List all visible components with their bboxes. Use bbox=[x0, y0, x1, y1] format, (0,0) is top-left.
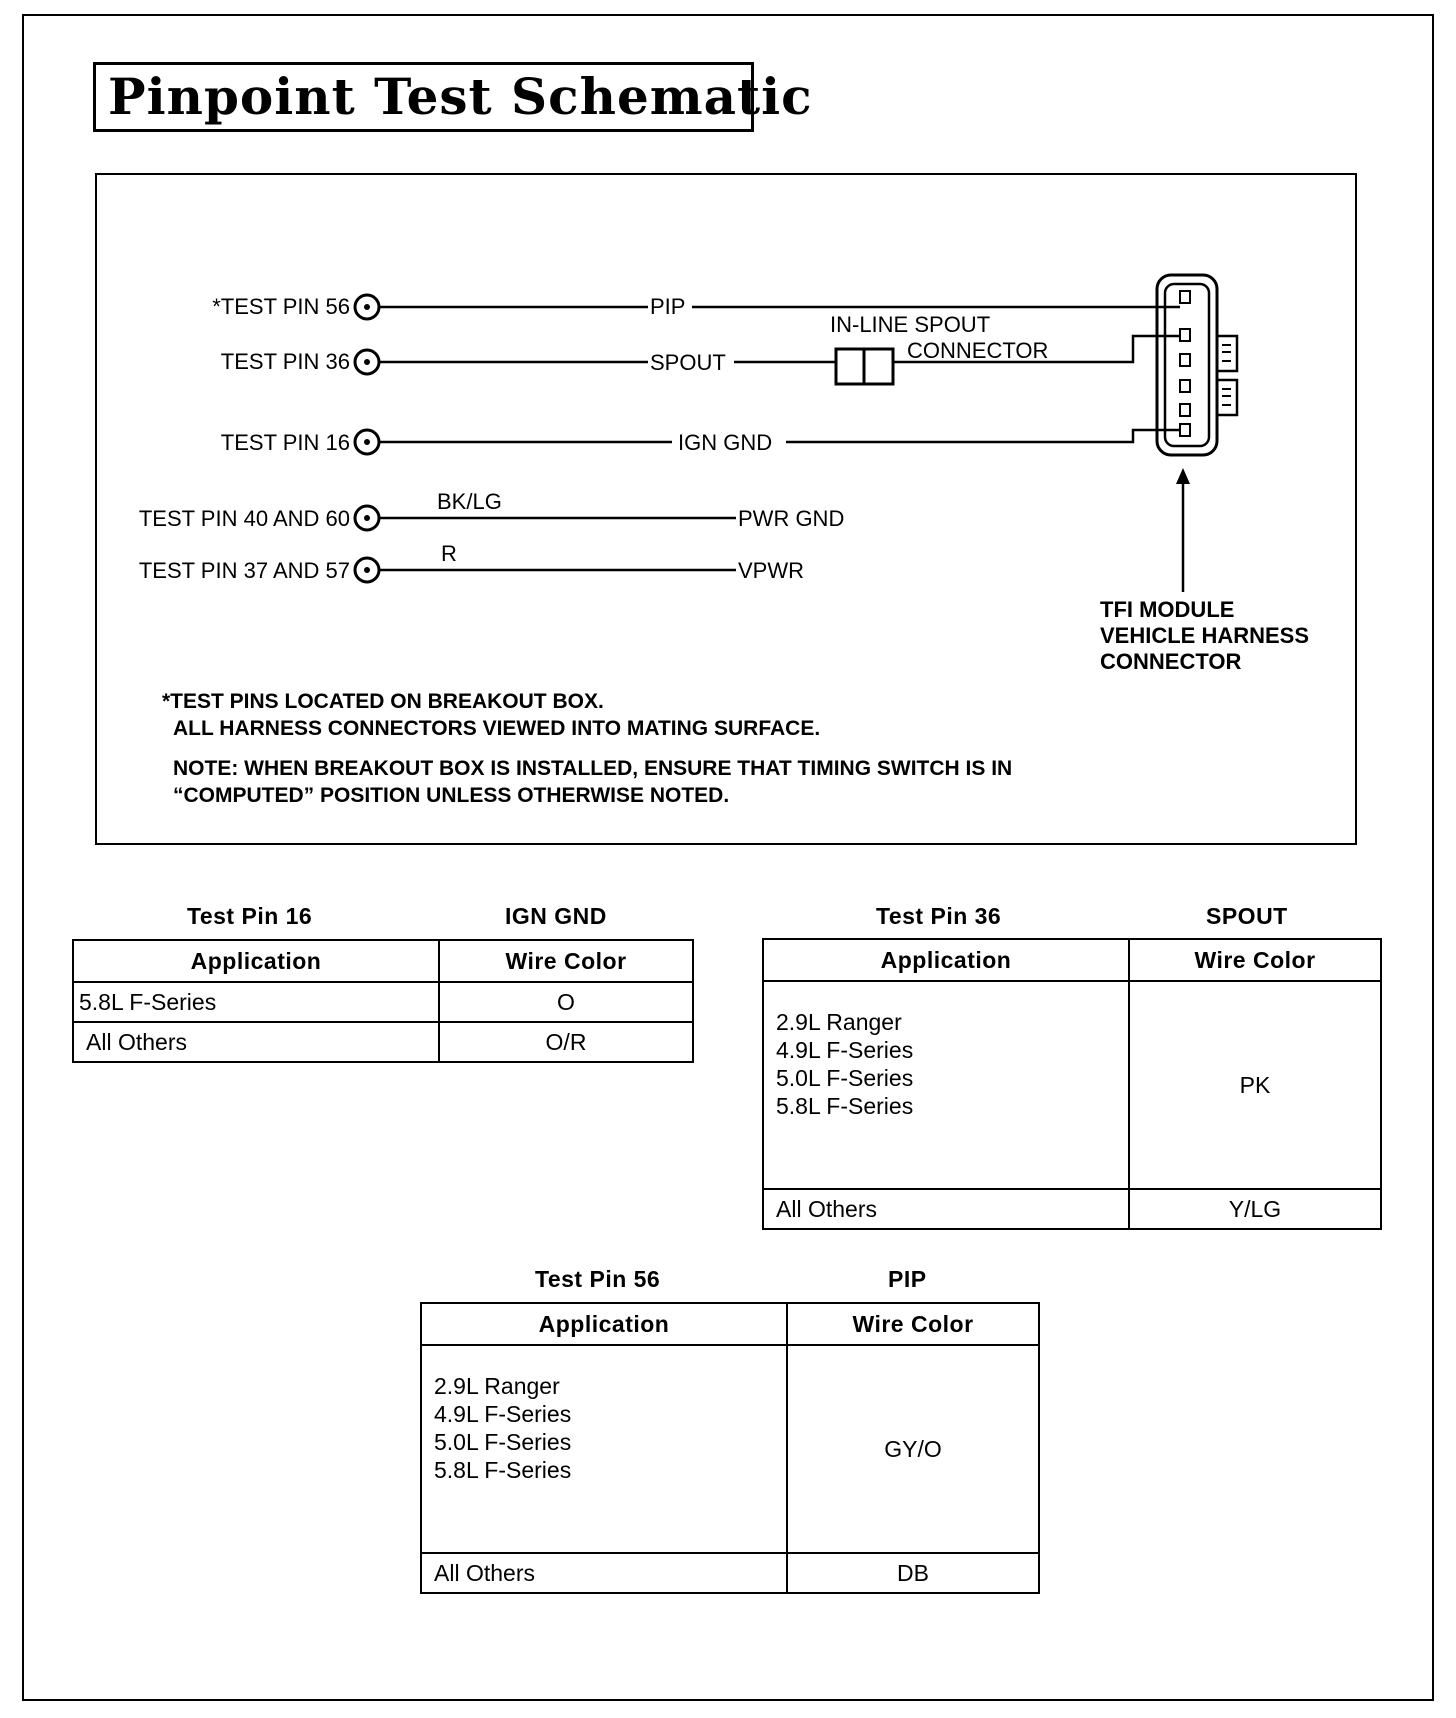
module-connector-label: CONNECTOR bbox=[1100, 649, 1242, 674]
table-pin16 bbox=[72, 903, 694, 1069]
table-row bbox=[421, 1553, 1039, 1593]
pin-label: TEST PIN 36 bbox=[220, 349, 350, 374]
application-cell: All Others bbox=[421, 1553, 787, 1593]
table-caption-signal: PIP bbox=[888, 1266, 927, 1292]
schematic-notes bbox=[162, 688, 1012, 809]
table-caption-signal: SPOUT bbox=[1206, 903, 1288, 929]
model-item: 2.9L Ranger bbox=[434, 1373, 560, 1399]
wire-color-label: BK/LG bbox=[437, 489, 502, 514]
model-item: 4.9L F-Series bbox=[776, 1037, 914, 1063]
table-caption-pin: Test Pin 36 bbox=[876, 903, 1002, 929]
signal-label: VPWR bbox=[738, 558, 804, 583]
table-row bbox=[763, 981, 1381, 1189]
note-line: *TEST PINS LOCATED ON BREAKOUT BOX. bbox=[162, 690, 604, 713]
wire-color-cell: GY/O bbox=[787, 1345, 1039, 1553]
pin-label: *TEST PIN 56 bbox=[212, 294, 350, 319]
note-line: NOTE: WHEN BREAKOUT BOX IS INSTALLED, ENSURE THAT TIMING SWITCH IS IN bbox=[173, 757, 1013, 780]
signal-label: PIP bbox=[650, 294, 686, 319]
table-pin56 bbox=[420, 1266, 1040, 1596]
wire-color-cell: DB bbox=[787, 1553, 1039, 1593]
wire-color-label: R bbox=[441, 541, 457, 566]
note-line: “COMPUTED” POSITION UNLESS OTHERWISE NOTED. bbox=[173, 784, 730, 807]
note-line: ALL HARNESS CONNECTORS VIEWED INTO MATING SURFACE. bbox=[173, 717, 821, 740]
inline-connector-label: CONNECTOR bbox=[907, 338, 1049, 363]
wire-color-cell: O/R bbox=[439, 1022, 693, 1062]
model-item: 5.0L F-Series bbox=[776, 1065, 914, 1091]
pin-label: TEST PIN 40 AND 60 bbox=[138, 506, 350, 531]
wire-color-cell: Y/LG bbox=[1129, 1189, 1381, 1229]
model-item: 5.0L F-Series bbox=[434, 1429, 572, 1455]
table-row bbox=[421, 1345, 1039, 1553]
pin-label: TEST PIN 16 bbox=[220, 430, 350, 455]
model-item: 4.9L F-Series bbox=[434, 1401, 572, 1427]
application-cell: All Others bbox=[763, 1189, 1129, 1229]
application-cell bbox=[421, 1345, 787, 1553]
pin-label: TEST PIN 37 AND 57 bbox=[138, 558, 350, 583]
table-caption-signal: IGN GND bbox=[505, 903, 607, 929]
wire-color-cell: PK bbox=[1129, 981, 1381, 1189]
column-header-wire-color: Wire Color bbox=[439, 940, 693, 982]
table-row bbox=[73, 1022, 693, 1062]
signal-label: IGN GND bbox=[678, 430, 773, 455]
table-pin36 bbox=[762, 903, 1382, 1233]
table-row bbox=[763, 1189, 1381, 1229]
column-header-application: Application bbox=[73, 940, 439, 982]
inline-connector-label: IN-LINE SPOUT bbox=[830, 312, 991, 337]
column-header-application: Application bbox=[421, 1303, 787, 1345]
signal-label: SPOUT bbox=[650, 350, 726, 375]
table-caption-pin: Test Pin 56 bbox=[535, 1266, 661, 1292]
column-header-wire-color: Wire Color bbox=[787, 1303, 1039, 1345]
page-title: Pinpoint Test Schematic bbox=[93, 62, 754, 132]
column-header-wire-color: Wire Color bbox=[1129, 939, 1381, 981]
application-cell: 5.8L F-Series bbox=[73, 982, 439, 1022]
application-cell bbox=[763, 981, 1129, 1189]
model-item: 2.9L Ranger bbox=[776, 1009, 902, 1035]
application-cell: All Others bbox=[73, 1022, 439, 1062]
module-connector-label: VEHICLE HARNESS bbox=[1100, 623, 1310, 648]
model-item: 5.8L F-Series bbox=[776, 1093, 914, 1119]
module-connector-label: TFI MODULE bbox=[1100, 597, 1235, 622]
table-row bbox=[73, 982, 693, 1022]
column-header-application: Application bbox=[763, 939, 1129, 981]
model-item: 5.8L F-Series bbox=[434, 1457, 572, 1483]
wire-color-cell: O bbox=[439, 982, 693, 1022]
signal-label: PWR GND bbox=[738, 506, 845, 531]
table-caption-pin: Test Pin 16 bbox=[187, 903, 313, 929]
